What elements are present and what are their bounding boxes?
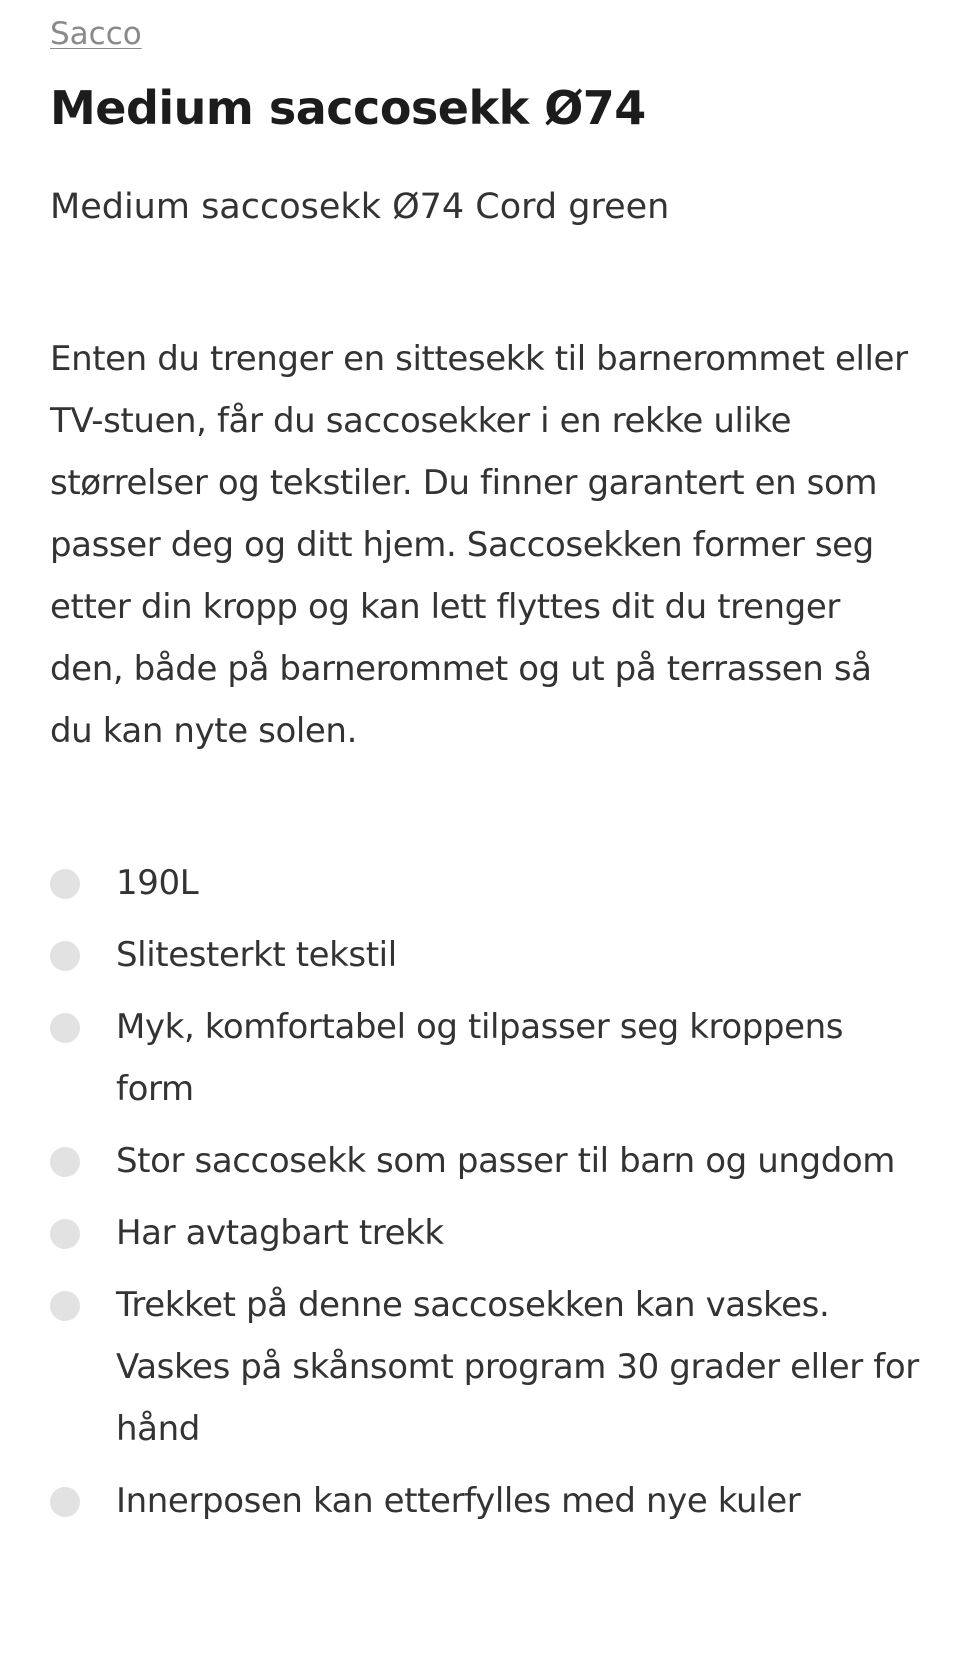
- product-variant-name: Medium saccosekk Ø74 Cord green: [50, 187, 670, 227]
- bullet-dot-icon: [50, 1291, 80, 1321]
- bullet-dot-icon: [50, 1147, 80, 1177]
- product-description: Enten du trenger en sittesekk til barnerommet eller TV-stuen, får du saccosekker i en rekke ulike størrelser og tekstiler. Du finner garantert en som passer deg og ditt hjem. Saccosekken former seg etter din kropp og kan lett flyttes dit du trenger den, både på barnerommet og ut på terrassen så du kan nyte solen.: [50, 339, 908, 751]
- list-item: [50, 1130, 930, 1192]
- bullet-dot-icon: [50, 941, 80, 971]
- feature-text: 190L: [116, 863, 199, 903]
- list-item: [50, 924, 930, 986]
- bullet-dot-icon: [50, 1487, 80, 1517]
- list-item: [50, 996, 930, 1120]
- list-item: [50, 1470, 930, 1532]
- feature-text: Stor saccosekk som passer til barn og ungdom: [116, 1141, 896, 1181]
- feature-text: Slitesterkt tekstil: [116, 935, 397, 975]
- feature-text: Trekket på denne saccosekken kan vaskes. Vaskes på skånsomt program 30 grader eller for hånd: [116, 1285, 919, 1449]
- feature-text: Innerposen kan etterfylles med nye kuler: [116, 1481, 801, 1521]
- page-title: Medium saccosekk Ø74: [50, 81, 646, 135]
- feature-text: Myk, komfortabel og tilpasser seg kroppens form: [116, 1007, 844, 1109]
- feature-text: Har avtagbart trekk: [116, 1213, 444, 1253]
- breadcrumb-link-sacco[interactable]: Sacco: [50, 16, 142, 52]
- list-item: [50, 852, 930, 914]
- bullet-dot-icon: [50, 869, 80, 899]
- feature-list: [50, 852, 930, 1542]
- bullet-dot-icon: [50, 1219, 80, 1249]
- bullet-dot-icon: [50, 1013, 80, 1043]
- list-item: [50, 1274, 930, 1460]
- list-item: [50, 1202, 930, 1264]
